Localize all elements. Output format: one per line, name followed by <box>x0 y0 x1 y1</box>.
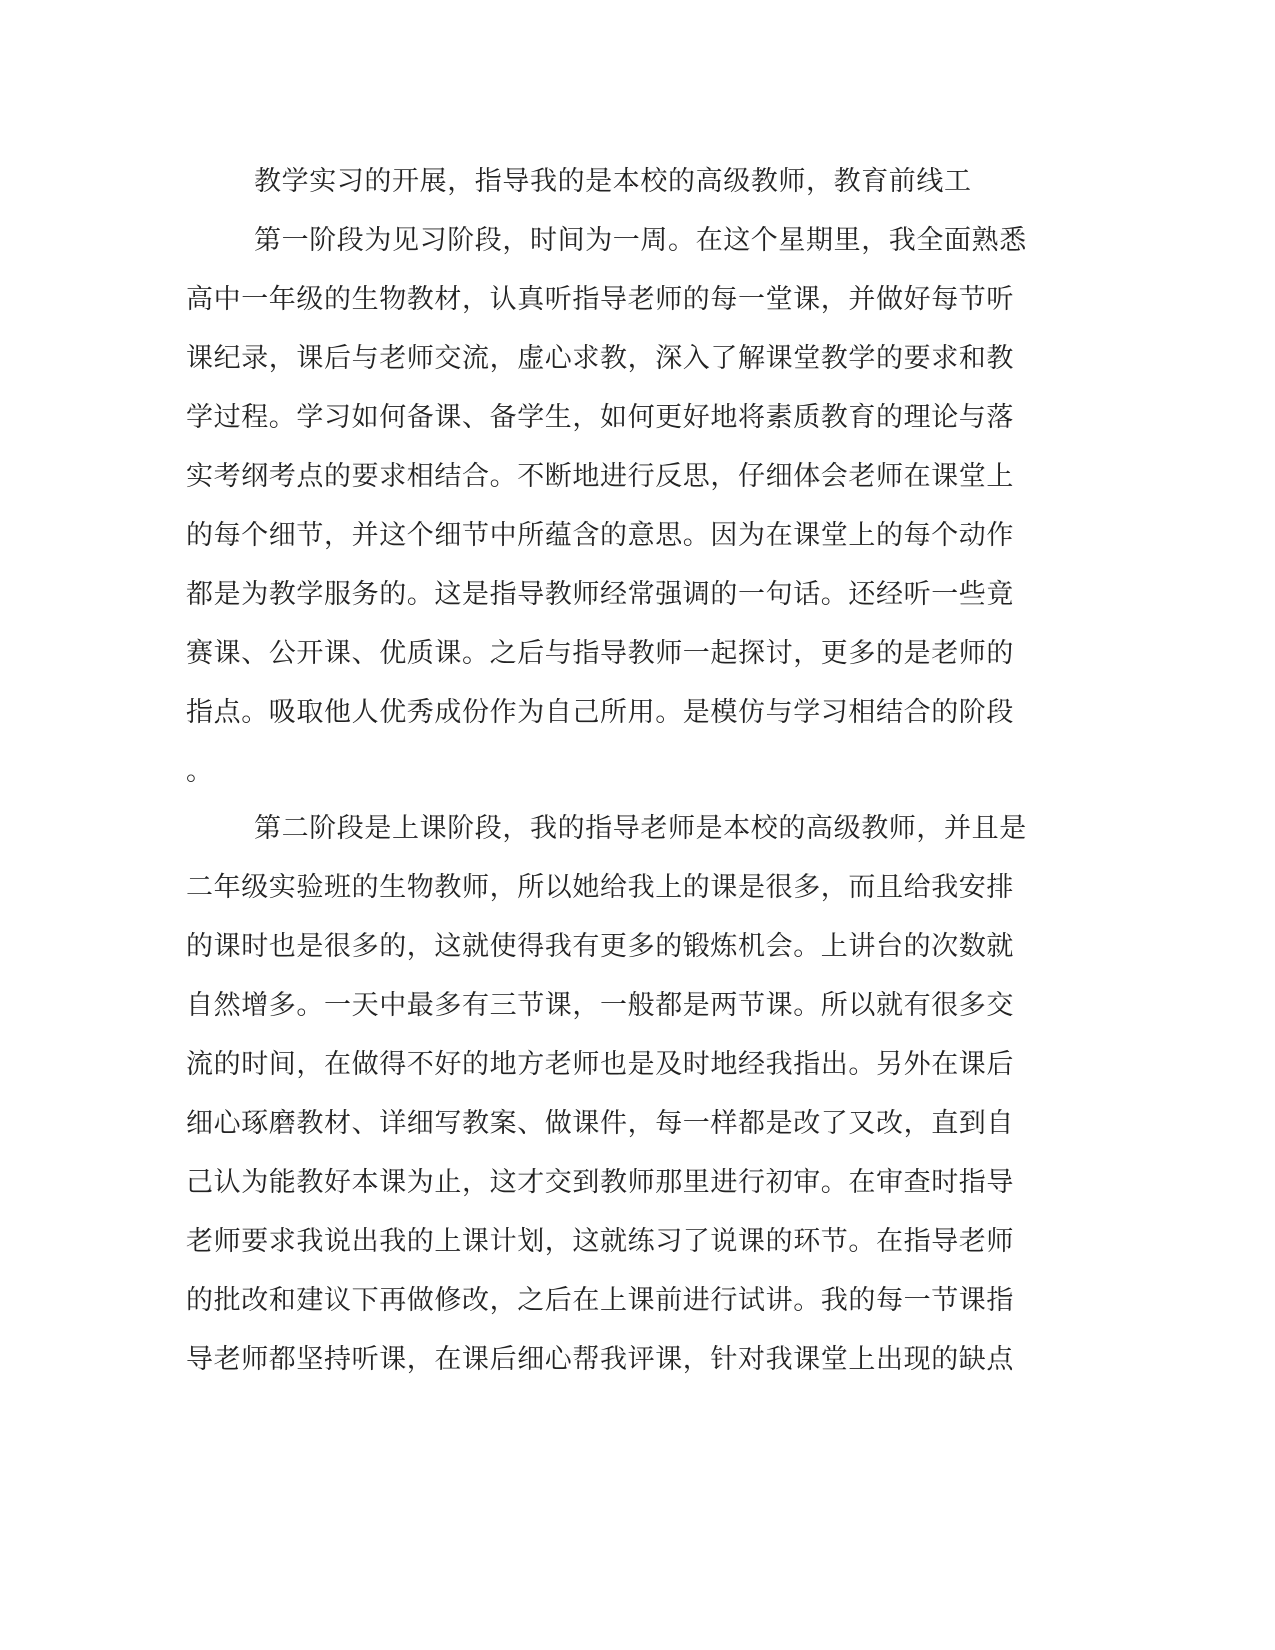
text-line: 实考纲考点的要求相结合。不断地进行反思，仔细体会老师在课堂上 <box>186 461 1014 492</box>
paragraph-first-line: 第二阶段是上课阶段，我的指导老师是本校的高级教师，并且是 <box>254 813 1027 844</box>
text-line: 己认为能教好本课为止，这才交到教师那里进行初审。在审查时指导 <box>186 1167 1014 1198</box>
text-line: 自然增多。一天中最多有三节课，一般都是两节课。所以就有很多交 <box>186 990 1014 1021</box>
text-line: 学过程。学习如何备课、备学生，如何更好地将素质教育的理论与落 <box>186 402 1014 433</box>
text-line: 流的时间，在做得不好的地方老师也是及时地经我指出。另外在课后 <box>186 1049 1014 1080</box>
text-line: 。 <box>186 756 214 787</box>
text-line: 导老师都坚持听课，在课后细心帮我评课，针对我课堂上出现的缺点 <box>186 1344 1014 1375</box>
text-line: 指点。吸取他人优秀成份作为自己所用。是模仿与学习相结合的阶段 <box>186 697 1014 728</box>
text-line: 老师要求我说出我的上课计划，这就练习了说课的环节。在指导老师 <box>186 1226 1014 1257</box>
paragraph-first-line: 第一阶段为见习阶段，时间为一周。在这个星期里，我全面熟悉 <box>254 225 1027 256</box>
text-line: 细心琢磨教材、详细写教案、做课件，每一样都是改了又改，直到自 <box>186 1108 1014 1139</box>
text-line: 的课时也是很多的，这就使得我有更多的锻炼机会。上讲台的次数就 <box>186 931 1014 962</box>
text-line: 的批改和建议下再做修改，之后在上课前进行试讲。我的每一节课指 <box>186 1285 1014 1316</box>
text-line: 赛课、公开课、优质课。之后与指导教师一起探讨，更多的是老师的 <box>186 638 1014 669</box>
text-line: 高中一年级的生物教材，认真听指导老师的每一堂课，并做好每节听 <box>186 284 1014 315</box>
text-line: 课纪录，课后与老师交流，虚心求教，深入了解课堂教学的要求和教 <box>186 343 1014 374</box>
text-line: 教学实习的开展，指导我的是本校的高级教师，教育前线工 <box>254 166 972 197</box>
text-line: 都是为教学服务的。这是指导教师经常强调的一句话。还经听一些竟 <box>186 579 1014 610</box>
text-line: 的每个细节，并这个细节中所蕴含的意思。因为在课堂上的每个动作 <box>186 520 1014 551</box>
text-line: 二年级实验班的生物教师，所以她给我上的课是很多，而且给我安排 <box>186 872 1014 903</box>
